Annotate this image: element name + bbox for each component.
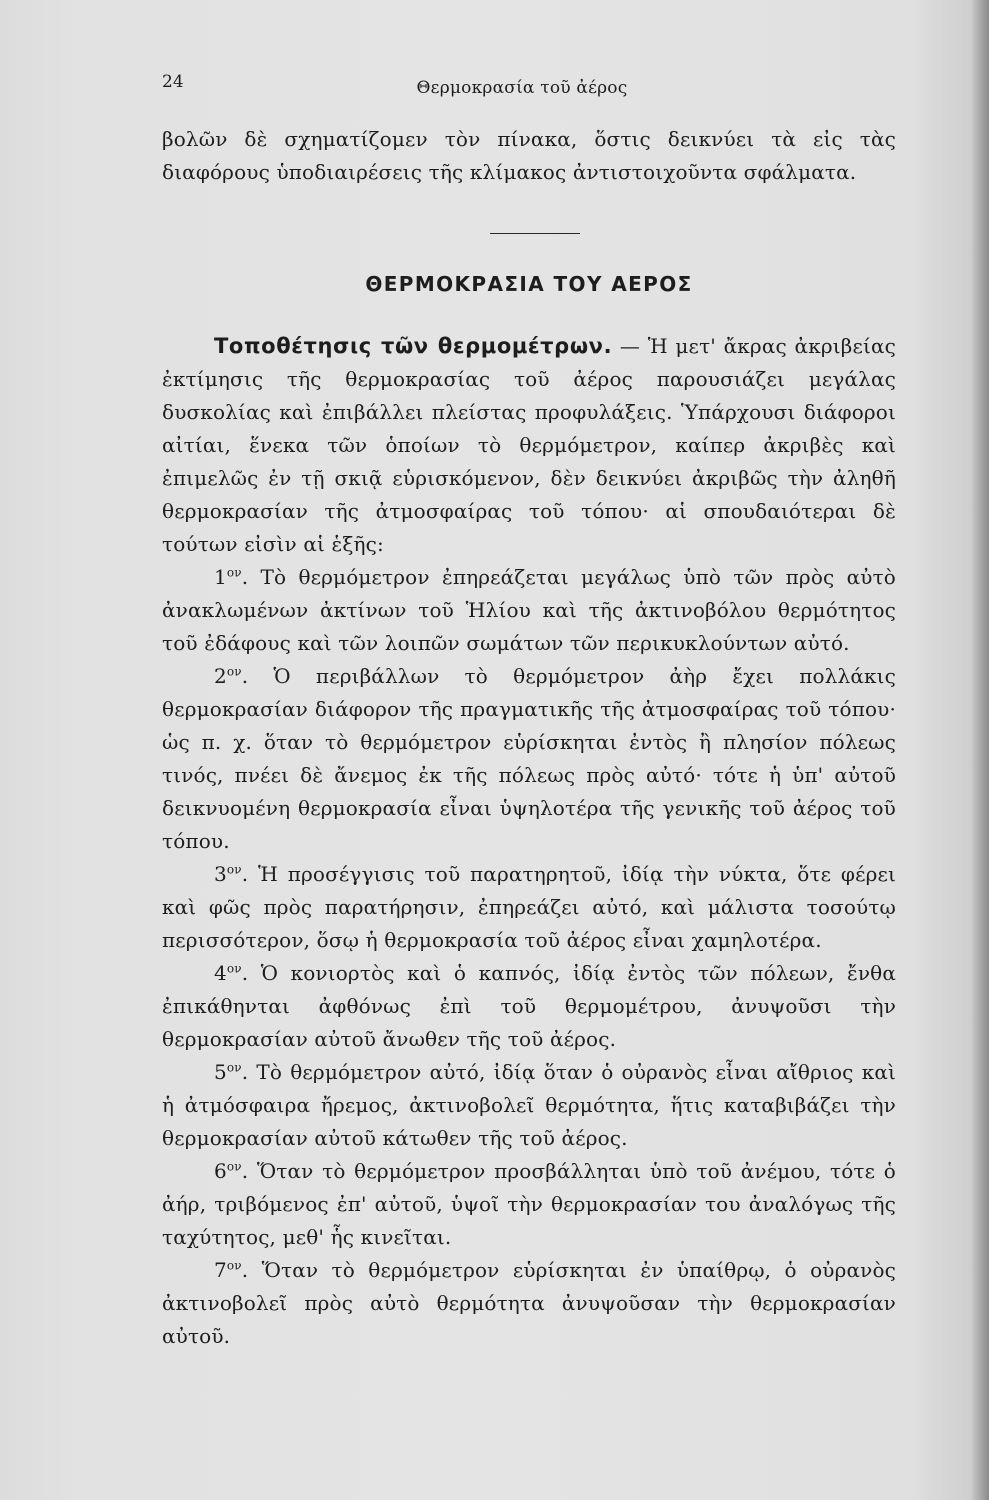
list-item <box>162 660 896 858</box>
list-item <box>162 561 896 660</box>
item-number: $6^{o\nu}$. <box>214 1159 249 1183</box>
item-text: Τὸ θερμόμετρον αὐτό, ἰδίᾳ ὅταν ὁ οὐρανὸς εἶναι αἴθριος καὶ ἡ ἀτμόσφαιρα ἤρεμος, ἀκτινοβολεῖ θερμότητα, ἥτις καταβιβάζει τὴν θερμοκρασίαν αὐτοῦ κάτωθεν τῆς τοῦ ἀέρος. <box>162 1060 896 1150</box>
list-item <box>162 858 896 957</box>
page-header <box>162 72 882 100</box>
list-item <box>162 957 896 1056</box>
subsection-text: — Ἡ μετ' ἄκρας ἀκριβείας ἐκτίμησις τῆς θερμοκρασίας τοῦ ἀέρος παρουσιάζει μεγάλας δυσκολίας καὶ ἐπιβάλλει πλείστας προφυλάξεις. Ὑπάρχουσι διάφοροι αἰτίαι, ἕνεκα τῶν ὁποίων τὸ θερμόμετρον, καίπερ ἀκριβὲς καὶ ἐπιμελῶς ἐν τῇ σκιᾷ εὑρισκόμενον, δὲν δεικνύει ἀκριβῶς τὴν ἀληθῆ θερμοκρασίαν τῆς ἀτμοσφαίρας τοῦ τόπου· αἱ σπουδαιότεραι δὲ τούτων εἰσὶν αἱ ἑξῆς: <box>162 334 896 556</box>
item-number: $4^{o\nu}$. <box>214 961 249 985</box>
item-text: Τὸ θερμόμετρον ἐπηρεάζεται μεγάλως ὑπὸ τῶν πρὸς αὐτὸ ἀνακλωμένων ἀκτίνων τοῦ Ἡλίου καὶ τῆς ἀκτινοβόλου θερμότητος τοῦ ἐδάφους καὶ τῶν λοιπῶν σωμάτων τῶν περικυκλούντων αὐτό. <box>162 565 896 655</box>
list-item <box>162 1254 896 1353</box>
item-text: Ἡ προσέγγισις τοῦ παρατηρητοῦ, ἰδίᾳ τὴν νύκτα, ὅτε φέρει καὶ φῶς πρὸς παρατήρησιν, ἐπηρεάζει αὐτό, καὶ μάλιστα τοσούτῳ περισσότερον, ὅσῳ ἡ θερμοκρασία τοῦ ἀέρος εἶναι χαμηλοτέρα. <box>162 862 897 952</box>
body-text <box>162 330 896 1353</box>
item-text: Ὅταν τὸ θερμόμετρον εὑρίσκηται ἐν ὑπαίθρῳ, ὁ οὐρανὸς ἀκτινοβολεῖ πρὸς αὐτὸ θερμότητα ἀνυψοῦσαν τὴν θερμοκρασίαν αὐτοῦ. <box>162 1258 896 1348</box>
item-text: Ὁ κονιορτὸς καὶ ὁ καπνός, ἰδίᾳ ἐντὸς τῶν πόλεων, ἔνθα ἐπικάθηνται ἀφθόνως ἐπὶ τοῦ θερμομέτρου, ἀνυψοῦσι τὴν θερμοκρασίαν αὐτοῦ ἄνωθεν τῆς τοῦ ἀέρος. <box>162 961 896 1051</box>
item-number: $1^{o\nu}$. <box>214 565 249 589</box>
item-number: $3^{o\nu}$. <box>214 862 249 886</box>
page-edge-shadow <box>971 0 989 1500</box>
intro-paragraph: βολῶν δὲ σχηματίζομεν τὸν πίνακα, ὅστις δεικνύει τὰ εἰς τὰς διαφόρους ὑποδιαιρέσεις τῆς κλίμακος ἀντιστοιχοῦντα σφάλματα. <box>162 127 896 184</box>
subsection-title: Τοποθέτησις τῶν θερμομέτρων. <box>214 334 613 358</box>
list-item <box>162 1056 896 1155</box>
item-number: $2^{o\nu}$. <box>214 664 249 688</box>
list-item <box>162 1155 896 1254</box>
item-number: $5^{o\nu}$. <box>214 1060 249 1084</box>
subsection-paragraph <box>162 330 896 561</box>
section-divider <box>490 233 580 234</box>
item-text: Ὁ περιβάλλων τὸ θερμόμετρον ἀὴρ ἔχει πολλάκις θερμοκρασίαν διάφορον τῆς πραγματικῆς τῆς ἀτμοσφαίρας τοῦ τόπου· ὡς π. χ. ὅταν τὸ θερμόμετρον εὑρίσκηται ἐντὸς ἢ πλησίον πόλεως τινός, πνέει δὲ ἄνεμος ἐκ τῆς πόλεως πρὸς αὐτό· τότε ἡ ὑπ' αὐτοῦ δεικνυομένη θερμοκρασία εἶναι ὑψηλοτέρα τῆς γενικῆς τοῦ ἀέρος τοῦ τόπου. <box>162 664 896 853</box>
item-number: $7^{o\nu}$. <box>214 1258 249 1282</box>
section-title: ΘΕΡΜΟΚΡΑΣΙΑ ΤΟΥ ΑΕΡΟΣ <box>365 272 693 296</box>
running-head: Θερμοκρασία τοῦ ἀέρος <box>416 78 628 98</box>
page-number: 24 <box>162 72 184 92</box>
item-text: Ὅταν τὸ θερμόμετρον προσβάλληται ὑπὸ τοῦ ἀνέμου, τότε ὁ ἀήρ, τριβόμενος ἐπ' αὐτοῦ, ὑψοῖ τὴν θερμοκρασίαν του ἀναλόγως τῆς ταχύτητος, μεθ' ἧς κινεῖται. <box>162 1159 896 1249</box>
